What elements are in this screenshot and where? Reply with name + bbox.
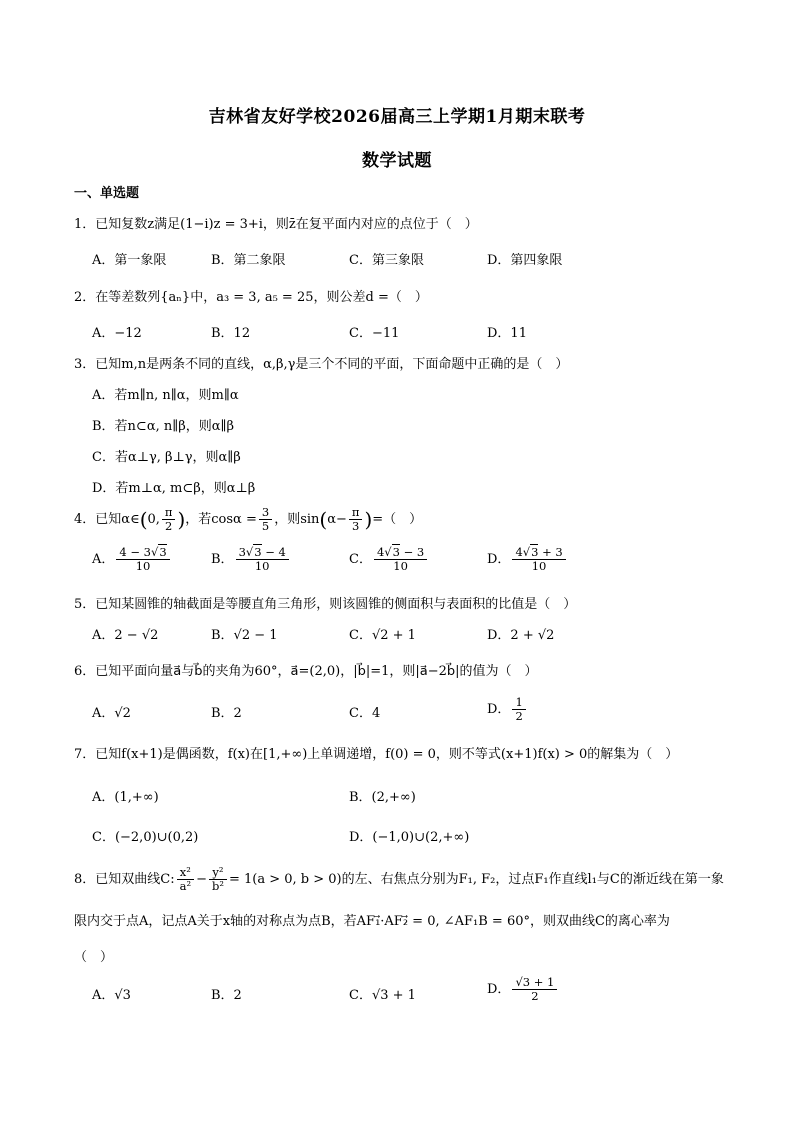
- q4-frac-pi-2: $\frac{\pi}{2}$: [162, 506, 176, 533]
- q1-option-c: C．第三象限: [349, 253, 424, 268]
- q2-option-d: D．11: [487, 326, 527, 341]
- q1-option-a: A．第一象限: [92, 253, 167, 268]
- question-6-stem: 6．已知平面向量a⃗与b⃗的夹角为60°，a⃗=(2,0)，|b⃗|=1，则|a⃗−2b⃗|的值为（ ）: [74, 664, 538, 679]
- q1-option-b: B．第二象限: [211, 253, 286, 268]
- q4-stem-part: 4．已知α∈: [74, 512, 140, 527]
- q7-option-b: B．(2,+∞): [349, 790, 416, 805]
- question-7-stem: 7．已知f(x+1)是偶函数，f(x)在[1,+∞)上单调递增，f(0) = 0，则不等式(x+1)f(x) > 0的解集为（ ）: [74, 747, 679, 762]
- q7-option-c: C．(−2,0)∪(0,2): [92, 830, 199, 845]
- q5-option-a: A．2 − √2: [92, 628, 159, 643]
- q4-stem-part: =（ ）: [372, 512, 423, 527]
- q2-option-c: C．−11: [349, 326, 400, 341]
- q4-frac-3-5: $\frac{3}{5}$: [259, 506, 272, 533]
- q6-option-a: A．√2: [92, 706, 131, 721]
- q4-option-c: C． $\frac{4√3 - 3}{10}$: [349, 546, 429, 573]
- q5-option-d: D．2 + √2: [487, 628, 555, 643]
- q8-option-c: C．√3 + 1: [349, 988, 416, 1003]
- q8-option-b: B．2: [211, 988, 242, 1003]
- question-1-stem: 1．已知复数z满足(1−i)z = 3+i，则z̄在复平面内对应的点位于（ ）: [74, 217, 478, 232]
- q8-option-d: D． $\frac{√3 + 1}{2}$: [487, 976, 559, 1003]
- q3-option-b: B．若n⊂α, n∥β，则α∥β: [92, 419, 235, 434]
- question-4-stem: 4．已知α∈(0, $\frac{\pi}{2}$ )，若cosα = $\frac{3}{5}$ ，则sin(α− $\frac{\pi}{3}$ )=（ ）: [74, 505, 423, 533]
- exam-subtitle: 数学试题: [362, 151, 432, 171]
- question-8-stem-line-3: （ ）: [74, 950, 114, 965]
- question-8-stem-line-2: 限内交于点A，记点A关于x轴的对称点为点B，若AF₁⃗·AF₂⃗ = 0, ∠AF₁B = 60°，则双曲线C的离心率为: [74, 914, 670, 929]
- q3-option-a: A．若m∥n, n∥α，则m∥α: [92, 388, 239, 403]
- q4-option-b: B． $\frac{3√3 - 4}{10}$: [211, 546, 291, 573]
- q8-option-a: A．√3: [92, 988, 131, 1003]
- q6-option-d: D． $\frac{1}{2}$: [487, 696, 528, 723]
- question-3-stem: 3．已知m,n是两条不同的直线，α,β,γ是三个不同的平面，下面命题中正确的是（ ）: [74, 357, 569, 372]
- question-8-stem-line-1: 8．已知双曲线C: $\frac{\text{x²}}{\text{a²}}$ − $\frac{\text{y²}}{\text{b²}}$ = 1(a > 0, b > 0)的左、右焦点分别为F₁, F₂，过点F₁作直线l₁与C的渐近线在第一象: [74, 865, 724, 893]
- q3-option-d: D．若m⊥α, m⊂β，则α⊥β: [92, 481, 256, 496]
- q2-option-b: B．12: [211, 326, 251, 341]
- q5-option-c: C．√2 + 1: [349, 628, 416, 643]
- q1-option-d: D．第四象限: [487, 253, 563, 268]
- q4-stem-part: ，若cosα =: [185, 512, 257, 527]
- q4-option-a: A． $\frac{4 - 3√3}{10}$: [92, 546, 172, 573]
- q4-option-d: D． $\frac{4√3 + 3}{10}$: [487, 546, 568, 573]
- q4-stem-part: ，则sin: [274, 512, 320, 527]
- q7-option-a: A．(1,+∞): [92, 790, 159, 805]
- q4-stem-part: 0,: [147, 512, 160, 527]
- exam-title: 吉林省友好学校2026届高三上学期1月期末联考: [208, 107, 586, 127]
- q2-option-a: A．−12: [92, 326, 142, 341]
- q6-option-c: C．4: [349, 706, 381, 721]
- q4-stem-part: α−: [327, 512, 347, 527]
- q3-option-c: C．若α⊥γ, β⊥γ，则α∥β: [92, 450, 241, 465]
- q7-option-d: D．(−1,0)∪(2,+∞): [349, 830, 470, 845]
- question-2-stem: 2．在等差数列{aₙ}中，a₃ = 3, a₅ = 25，则公差d =（ ）: [74, 290, 428, 305]
- q6-option-b: B．2: [211, 706, 242, 721]
- question-5-stem: 5．已知某圆锥的轴截面是等腰直角三角形，则该圆锥的侧面积与表面积的比值是（ ）: [74, 597, 577, 612]
- q4-frac-pi-3: $\frac{\pi}{3}$: [349, 506, 363, 533]
- section-heading: 一、单选题: [74, 186, 140, 201]
- q5-option-b: B．√2 − 1: [211, 628, 278, 643]
